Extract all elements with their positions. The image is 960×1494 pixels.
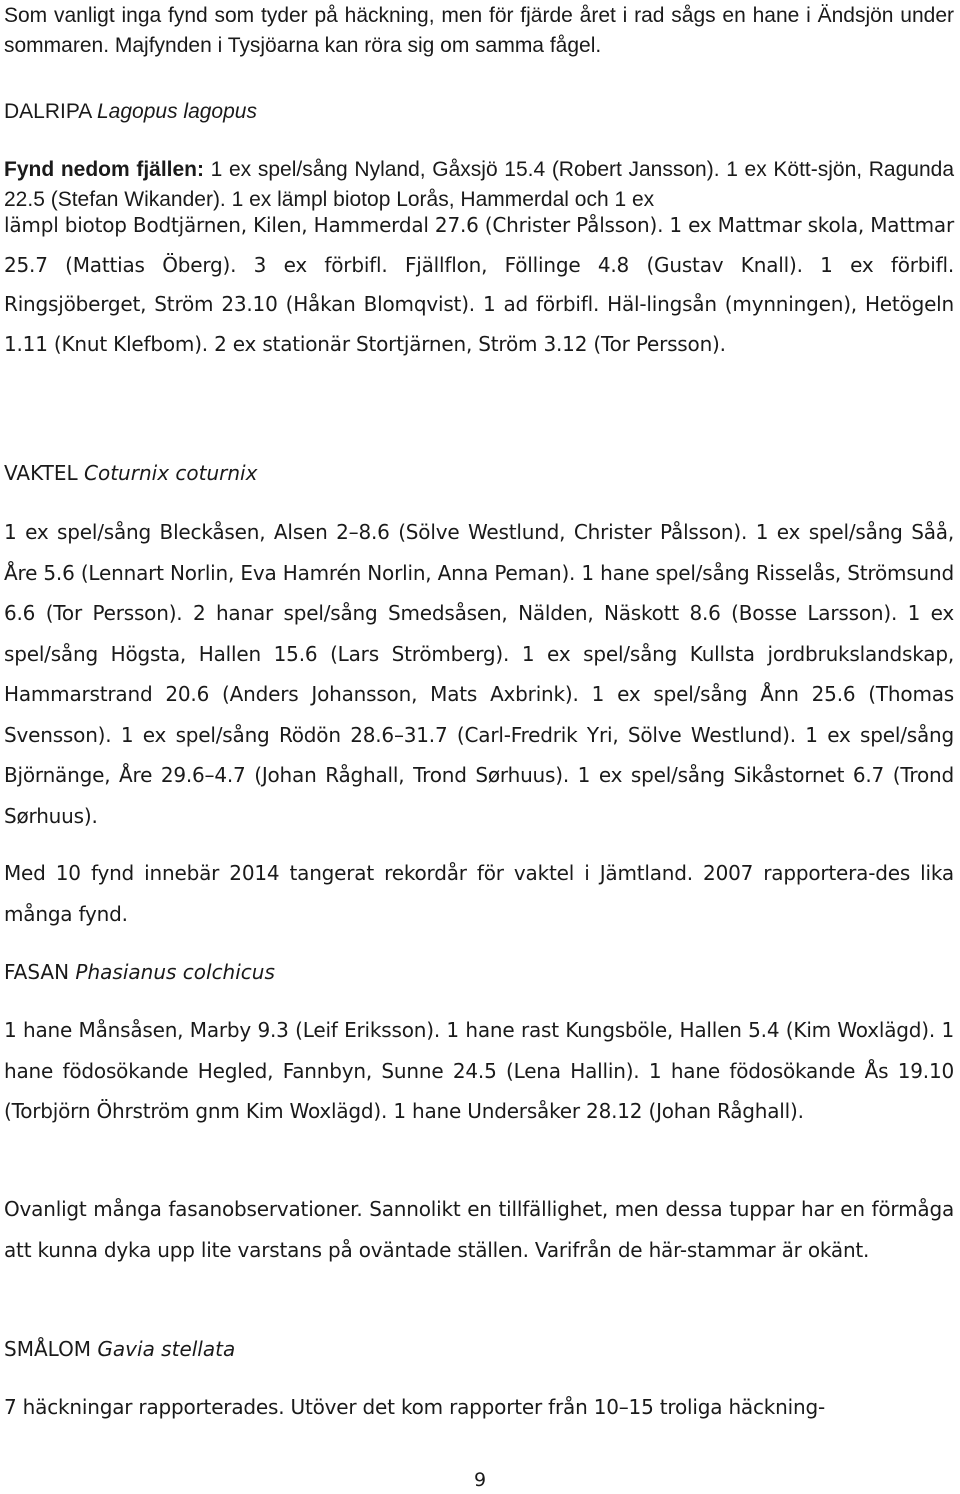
dalripa-records-text: 1 ex spel/sång Nyland, Gåxsjö 15.4 (Robert Jansson). 1 ex Kött-sjön, Ragunda 22.5 (Stefan Wikander). 1 ex lämpl biotop Lorås, Hammerdal och 1 ex xyxy=(4,158,954,211)
species-latin-name: Gavia stellata xyxy=(97,1337,236,1361)
fasan-comment: Ovanligt många fasanobservationer. Sannolikt en tillfällighet, men dessa tuppar har en förmåga att kunna dyka upp lite varstans på oväntade ställen. Varifrån de här-stammar är okänt. xyxy=(4,1197,954,1262)
species-name: FASAN xyxy=(4,960,70,984)
species-heading-vaktel xyxy=(4,458,954,488)
species-name: DALRIPA xyxy=(4,100,92,123)
species-latin-name: Coturnix coturnix xyxy=(84,461,258,485)
species-name: SMÅLOM xyxy=(4,1337,92,1361)
species-heading-smalom xyxy=(4,1334,954,1364)
fasan-records: 1 hane Månsåsen, Marby 9.3 (Leif Eriksson). 1 hane rast Kungsböle, Hallen 5.4 (Kim Woxlägd). 1 hane födosökande Hegled, Fannbyn, Sunne 24.5 (Lena Hallin). 1 hane födosökande Ås 19.10 (Torbjörn Öhrström gnm Kim Woxlägd). 1 hane Undersåker 28.12 (Johan Råghall). xyxy=(4,1018,954,1123)
species-latin-name: Lagopus lagopus xyxy=(97,100,257,123)
vaktel-comment: Med 10 fynd innebär 2014 tangerat rekordår för vaktel i Jämtland. 2007 rapportera-des lika många fynd. xyxy=(4,861,954,926)
species-name: VAKTEL xyxy=(4,461,78,485)
intro-paragraph: Som vanligt inga fynd som tyder på häckning, men för fjärde året i rad sågs en hane i Ändsjön under sommaren. Majfynden i Tysjöarna kan röra sig om samma fågel. xyxy=(4,4,954,57)
smalom-text: 7 häckningar rapporterades. Utöver det kom rapporter från 10–15 troliga häckning- xyxy=(4,1395,825,1419)
page-number: 9 xyxy=(473,1469,487,1491)
dalripa-records-part2: lämpl biotop Bodtjärnen, Kilen, Hammerdal 27.6 (Christer Pålsson). 1 ex Mattmar skola, Mattmar 25.7 (Mattias Öberg). 3 ex förbifl. Fjällflon, Föllinge 4.8 (Gustav Knall). 1 ex förbifl. Ringsjöberget, Ström 23.10 (Håkan Blomqvist). 1 ad förbifl. Häl-lingsån (mynningen), Hetögeln 1.11 (Knut Klefbom). 2 ex stationär Stortjärnen, Ström 3.12 (Tor Persson). xyxy=(4,213,954,356)
species-latin-name: Phasianus colchicus xyxy=(75,960,275,984)
dalripa-lead: Fynd nedom fjällen: xyxy=(4,158,204,181)
species-heading-dalripa xyxy=(4,97,954,127)
vaktel-records: 1 ex spel/sång Bleckåsen, Alsen 2–8.6 (Sölve Westlund, Christer Pålsson). 1 ex spel/sång Såå, Åre 5.6 (Lennart Norlin, Eva Hamrén Norlin, Anna Peman). 1 hane spel/sång Risselås, Strömsund 6.6 (Tor Persson). 2 hanar spel/sång Smedsåsen, Nälden, Näskott 8.6 (Bosse Larsson). 1 ex spel/sång Högsta, Hallen 15.6 (Lars Strömberg). 1 ex spel/sång Kullsta jordbrukslandskap, Hammarstrand 20.6 (Anders Johansson, Mats Axbrink). 1 ex spel/sång Ånn 25.6 (Thomas Svensson). 1 ex spel/sång Rödön 28.6–31.7 (Carl-Fredrik Yri, Sölve Westlund). 1 ex spel/sång Björnänge, Åre 29.6–4.7 (Johan Råghall, Trond Sørhuus). 1 ex spel/sång Sikåstornet 6.7 (Trond Sørhuus). xyxy=(4,520,954,828)
species-heading-fasan xyxy=(4,957,954,987)
